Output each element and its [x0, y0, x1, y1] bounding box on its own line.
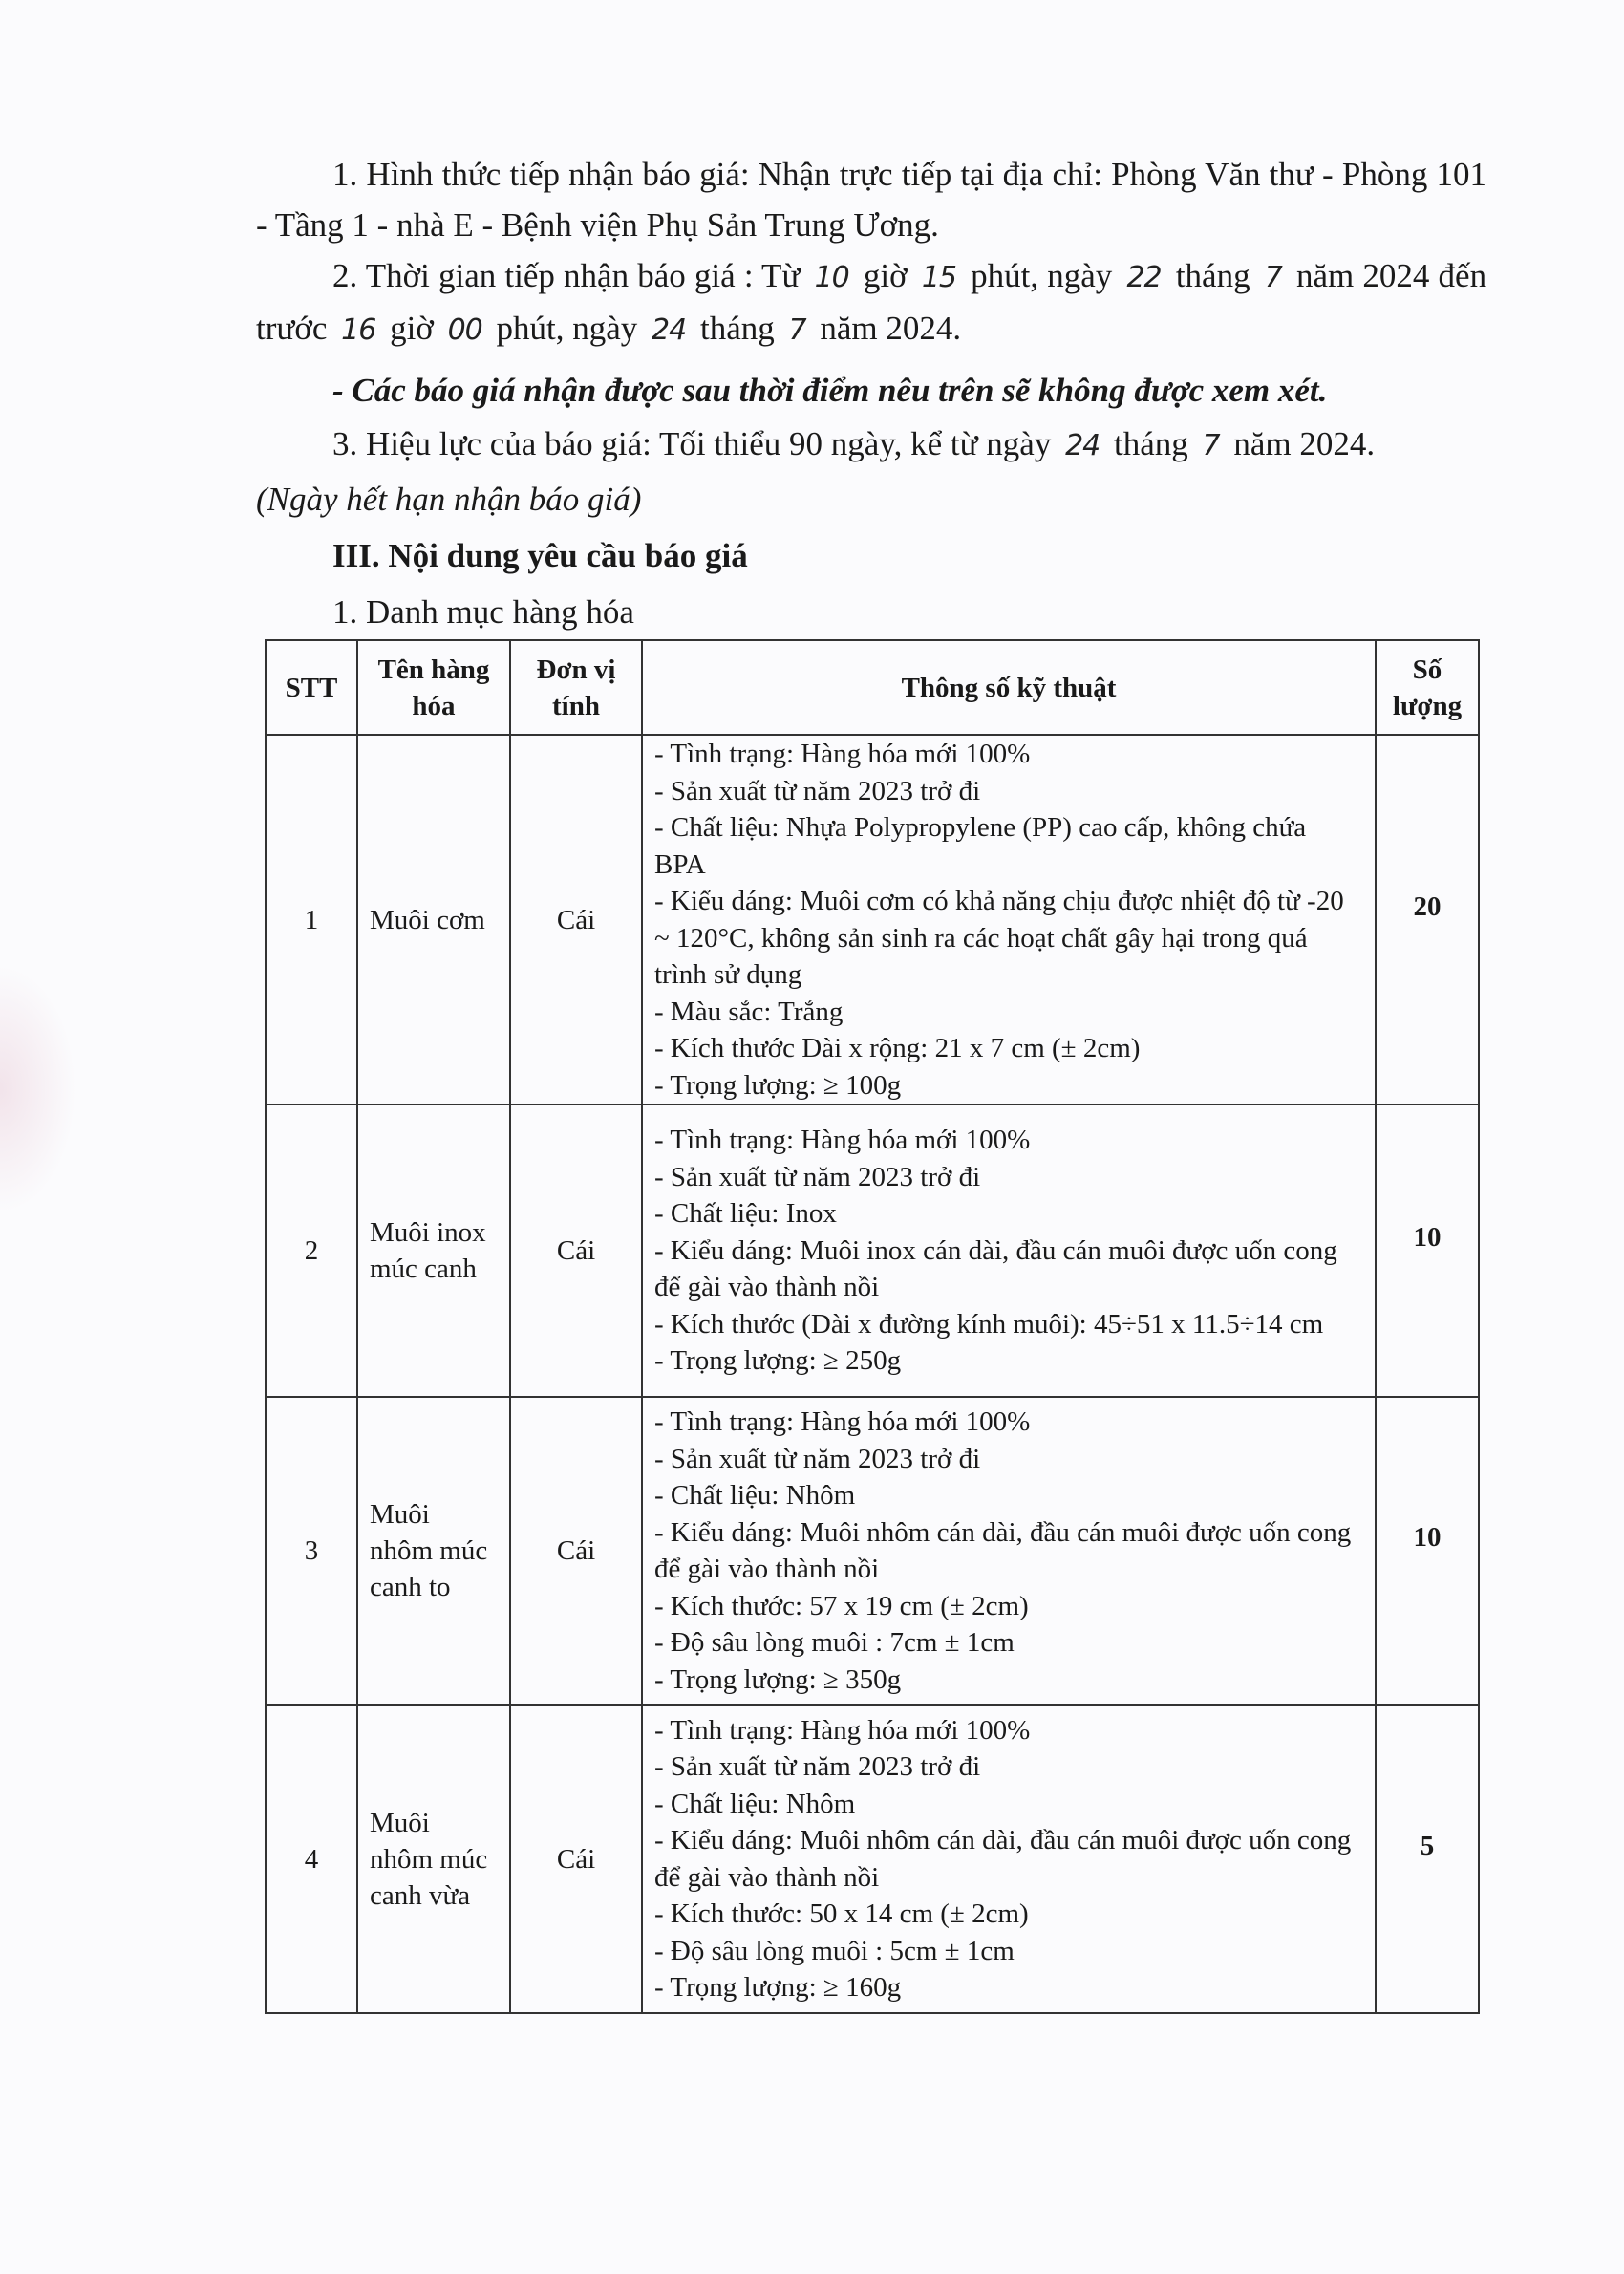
table-row	[266, 735, 1479, 1105]
row-stt: 4	[266, 1705, 357, 2013]
spec-line: - Chất liệu: Inox	[654, 1198, 837, 1230]
row-specs	[642, 735, 1376, 1105]
row-stt: 1	[266, 735, 357, 1105]
row-name: Muôi nhôm múc canh vừa	[357, 1705, 510, 2013]
spec-line: - Sản xuất từ năm 2023 trở đi	[654, 1751, 981, 1782]
spec-line: - Kích thước Dài x rộng: 21 x 7 cm (± 2cm)	[654, 1033, 1141, 1063]
spec-line: - Kích thước: 57 x 19 cm (± 2cm)	[654, 1590, 1029, 1621]
spec-line: - Tình trạng: Hàng hóa mới 100%	[654, 1714, 1031, 1746]
spec-line: - Sản xuất từ năm 2023 trở đi	[654, 1161, 981, 1192]
section-heading: III. Nội dung yêu cầu báo giá	[332, 537, 748, 574]
spec-line: - Tình trạng: Hàng hóa mới 100%	[654, 1406, 1031, 1437]
table-row	[266, 1105, 1479, 1397]
validity-period: 3. Hiệu lực của báo giá: Tối thiểu 90 ngày, kể từ ngày 24 tháng 7 năm 2024.	[332, 425, 1376, 462]
table-row	[266, 1705, 1479, 2013]
table-header-row	[266, 640, 1479, 735]
spec-line: - Kiểu dáng: Muôi nhôm cán dài, đầu cán muôi được uốn cong để gài vào thành nồi	[654, 1516, 1352, 1584]
handwritten-minute-to: 00	[447, 313, 482, 347]
spec-line: - Độ sâu lòng muôi : 7cm ± 1cm	[654, 1627, 1015, 1658]
reception-method: 1. Hình thức tiếp nhận báo giá: Nhận trực tiếp tại địa chỉ: Phòng Văn thư - Phòng 101 - Tầng 1 - nhà E - Bệnh viện Phụ Sản Trung Ương.	[256, 156, 1486, 244]
header-stt: STT	[266, 640, 357, 735]
goods-list-heading: 1. Danh mục hàng hóa	[332, 593, 634, 631]
spec-line: - Trọng lượng: ≥ 250g	[654, 1345, 902, 1377]
spec-line: - Tình trạng: Hàng hóa mới 100%	[654, 1125, 1031, 1156]
row-qty: 10	[1376, 1397, 1479, 1705]
row-unit: Cái	[510, 1105, 642, 1397]
handwritten-validity-day: 24	[1065, 429, 1100, 462]
row-specs	[642, 1105, 1376, 1397]
row-stt: 2	[266, 1105, 357, 1397]
row-stt: 3	[266, 1397, 357, 1705]
header-qty: Số lượng	[1376, 640, 1479, 735]
handwritten-minute-from: 15	[921, 261, 956, 294]
row-unit: Cái	[510, 1397, 642, 1705]
spec-line: - Sản xuất từ năm 2023 trở đi	[654, 775, 981, 806]
spec-line: - Trọng lượng: ≥ 100g	[654, 1069, 902, 1101]
row-unit: Cái	[510, 735, 642, 1105]
row-name: Muôi inox múc canh	[357, 1105, 510, 1397]
spec-line: - Chất liệu: Nhôm	[654, 1788, 856, 1819]
handwritten-month-to: 7	[788, 313, 806, 347]
handwritten-month-from: 7	[1264, 261, 1282, 294]
row-qty: 20	[1376, 735, 1479, 1105]
spec-line: - Kiểu dáng: Muôi inox cán dài, đầu cán muôi được uốn cong để gài vào thành nồi	[654, 1234, 1337, 1303]
spec-line: - Kích thước (Dài x đường kính muôi): 45÷51 x 11.5÷14 cm	[654, 1308, 1324, 1340]
row-specs	[642, 1705, 1376, 2013]
spec-line: - Chất liệu: Nhôm	[654, 1480, 856, 1511]
spec-line: - Trọng lượng: ≥ 160g	[654, 1972, 902, 2003]
spec-line: - Tình trạng: Hàng hóa mới 100%	[654, 739, 1031, 769]
header-spec: Thông số kỹ thuật	[642, 640, 1376, 735]
handwritten-day-to: 24	[652, 313, 687, 347]
table-row	[266, 1397, 1479, 1705]
header-name: Tên hàng hóa	[357, 640, 510, 735]
row-name: Muôi nhôm múc canh to	[357, 1397, 510, 1705]
handwritten-validity-month: 7	[1202, 429, 1220, 462]
spec-line: - Kiểu dáng: Muôi nhôm cán dài, đầu cán muôi được uốn cong để gài vào thành nồi	[654, 1825, 1352, 1893]
handwritten-hour-to: 16	[341, 313, 376, 347]
reception-time: 2. Thời gian tiếp nhận báo giá : Từ 10 giờ 15 phút, ngày 22 tháng 7 năm 2024 đến trước 16 giờ 00 phút, ngày 24 tháng 7 năm 2024.	[256, 257, 1487, 347]
stamp-mark-fragment	[0, 965, 76, 1213]
row-specs	[642, 1397, 1376, 1705]
spec-line: - Trọng lượng: ≥ 350g	[654, 1663, 902, 1695]
spec-line: - Sản xuất từ năm 2023 trở đi	[654, 1443, 981, 1474]
goods-table	[265, 639, 1480, 2014]
row-qty: 5	[1376, 1705, 1479, 2013]
handwritten-hour-from: 10	[814, 261, 849, 294]
row-unit: Cái	[510, 1705, 642, 2013]
late-submission-note: - Các báo giá nhận được sau thời điểm nêu trên sẽ không được xem xét.	[332, 372, 1328, 409]
row-name: Muôi cơm	[357, 735, 510, 1105]
header-unit: Đơn vị tính	[510, 640, 642, 735]
spec-line: - Độ sâu lòng muôi : 5cm ± 1cm	[654, 1935, 1015, 1966]
spec-line: - Màu sắc: Trắng	[654, 996, 844, 1027]
spec-line: - Chất liệu: Nhựa Polypropylene (PP) cao cấp, không chứa BPA	[654, 812, 1307, 880]
spec-line: - Kiểu dáng: Muôi cơm có khả năng chịu được nhiệt độ từ -20 ~ 120°C, không sản sinh ra các hoạt chất gây hại trong quá trình sử dụng	[654, 886, 1344, 990]
spec-line: - Kích thước: 50 x 14 cm (± 2cm)	[654, 1899, 1029, 1929]
validity-note: (Ngày hết hạn nhận báo giá)	[256, 481, 642, 518]
row-qty: 10	[1376, 1105, 1479, 1397]
handwritten-day-from: 22	[1126, 261, 1162, 294]
